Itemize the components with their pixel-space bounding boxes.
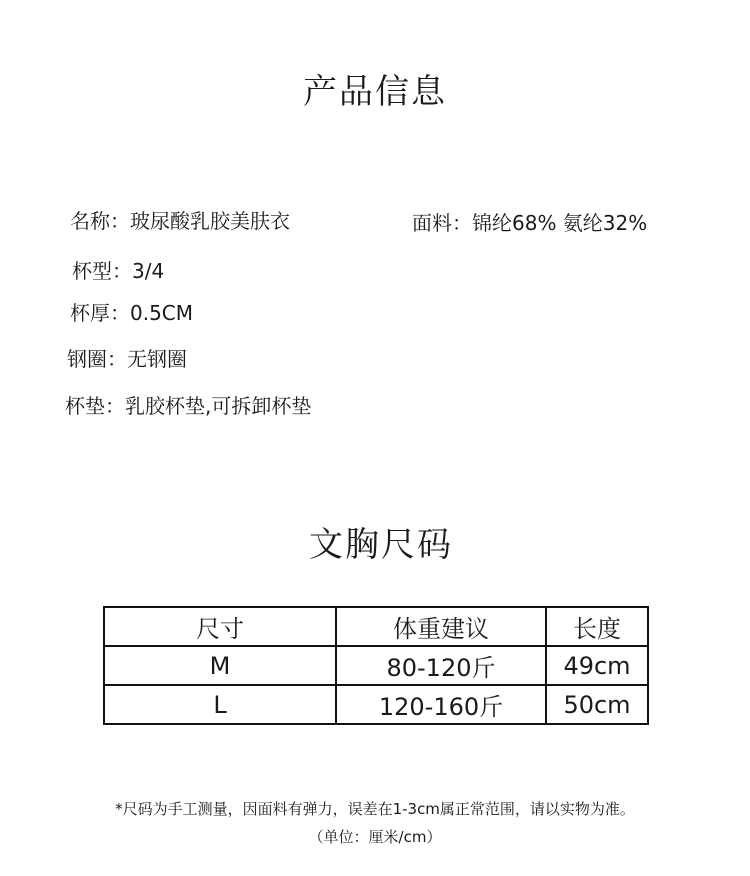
- header-size: 尺寸: [104, 607, 336, 646]
- size-chart-title: 文胸尺码: [309, 525, 453, 565]
- header-length: 长度: [546, 607, 648, 646]
- cell-size: M: [104, 646, 336, 685]
- product-name: 名称：玻尿酸乳胶美肤衣: [70, 209, 290, 233]
- cell-weight: 80-120斤: [336, 646, 546, 685]
- cup-type: 杯型：3/4: [72, 259, 165, 283]
- unit-note: （单位：厘米/cm）: [308, 828, 442, 846]
- header-weight: 体重建议: [336, 607, 546, 646]
- cell-length: 50cm: [546, 685, 648, 724]
- cell-weight: 120-160斤: [336, 685, 546, 724]
- product-fabric: 面料：锦纶68% 氨纶32%: [412, 211, 648, 235]
- table-row: [104, 646, 648, 685]
- disclaimer-note: *尺码为手工测量，因面料有弹力，误差在1-3cm属正常范围，请以实物为准。: [115, 800, 635, 818]
- underwire: 钢圈：无钢圈: [67, 347, 187, 371]
- cup-thickness: 杯厚：0.5CM: [70, 301, 194, 325]
- cell-size: L: [104, 685, 336, 724]
- cell-length: 49cm: [546, 646, 648, 685]
- size-table: [103, 606, 649, 725]
- table-header-row: [104, 607, 648, 646]
- cup-pad: 杯垫：乳胶杯垫,可拆卸杯垫: [65, 394, 312, 418]
- product-info-title: 产品信息: [303, 72, 447, 112]
- table-row: [104, 685, 648, 724]
